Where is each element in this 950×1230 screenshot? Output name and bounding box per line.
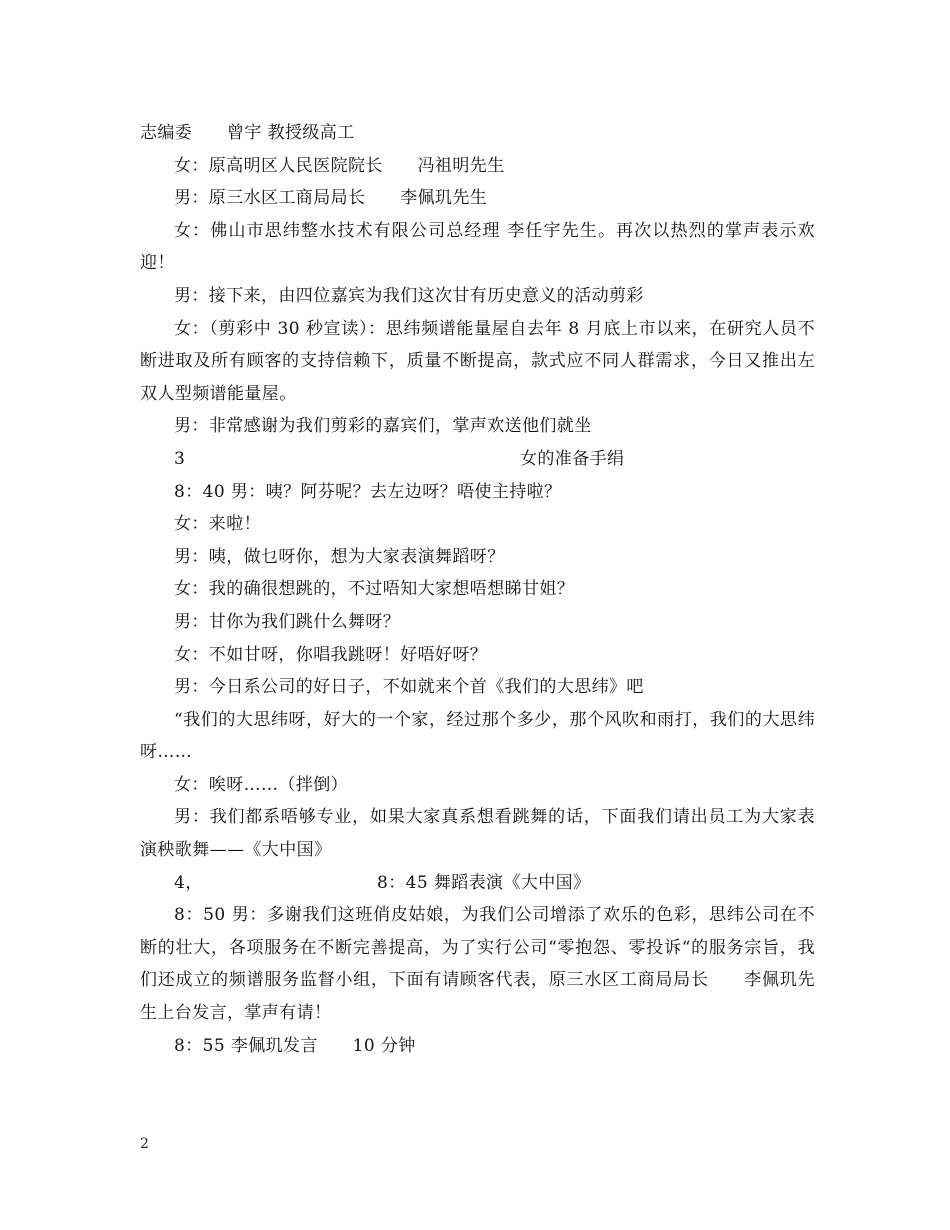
paragraph-ribbon-cutting: 男：接下来，由四位嘉宾为我们这次甘有历史意义的活动剪彩 bbox=[174, 285, 644, 306]
paragraph-dance-intro: 男：我们都系唔够专业，如果大家真系想看跳舞的话，下面我们请出员工为大家表演秧歌舞——《大中国》 bbox=[140, 807, 815, 861]
paragraph-dialogue-5: 男：甘你为我们跳什么舞呀？ bbox=[174, 611, 401, 632]
paragraph-guest-feng: 女：原高明区人民医院院长 冯祖明先生 bbox=[174, 155, 505, 176]
cue-number: 4， bbox=[174, 872, 203, 893]
paragraph-dialogue-6: 女：不如甘呀，你唱我跳呀！好唔好呀？ bbox=[174, 644, 488, 665]
page-number: 2 bbox=[140, 1136, 149, 1152]
paragraph-dialogue-1: 8：40 男：咦？阿芬呢？去左边呀？唔使主持啦？ bbox=[174, 481, 562, 502]
cue-note: 8：45 舞蹈表演《大中国》 bbox=[377, 872, 591, 893]
paragraph-speech-time: 8：55 李佩玑发言 10 分钟 bbox=[174, 1035, 416, 1056]
paragraph-guest-li-renyu: 女：佛山市思纬整水技术有限公司总经理 李任宇先生。再次以热烈的掌声表示欢迎！ bbox=[140, 220, 815, 274]
paragraph-dialogue-7: 男：今日系公司的好日子，不如就来个首《我们的大思纬》吧 bbox=[174, 677, 644, 698]
paragraph-dialogue-3: 男：咦，做乜呀你，想为大家表演舞蹈呀？ bbox=[174, 546, 505, 567]
document-body bbox=[140, 117, 815, 1062]
cue-line-4 bbox=[140, 867, 815, 900]
paragraph-guest-li-peiji: 男：原三水区工商局局长 李佩玑先生 bbox=[174, 188, 488, 209]
paragraph-dialogue-8: 女：唉呀……（拌倒） bbox=[174, 774, 348, 795]
cue-number: 3 bbox=[174, 448, 186, 469]
paragraph-thanks-guests: 男：非常感谢为我们剪彩的嘉宾们，掌声欢送他们就坐 bbox=[174, 416, 592, 437]
paragraph-song-lyrics: “我们的大思纬呀，好大的一个家，经过那个多少，那个风吹和雨打，我们的大思纬呀…… bbox=[140, 709, 815, 763]
cue-note: 女的准备手绢 bbox=[520, 448, 625, 469]
paragraph-dialogue-4: 女：我的确很想跳的，不过唔知大家想唔想睇甘姐？ bbox=[174, 579, 575, 600]
paragraph-ribbon-reading: 女：（剪彩中 30 秒宣读）：思纬频谱能量屋自去年 8 月底上市以来，在研究人员不断进取及所有顾客的支持信赖下，质量不断提高，款式应不同人群需求，今日又推出左双人型频谱能量屋。 bbox=[140, 318, 815, 404]
paragraph-dialogue-2: 女：来啦！ bbox=[174, 514, 261, 535]
paragraph-service-speech-intro: 8：50 男：多谢我们这班俏皮姑娘，为我们公司增添了欢乐的色彩，思纬公司在不断的壮大，各项服务在不断完善提高，为了实行公司“零抱怨、零投诉“的服务宗旨，我们还成立的频谱服务监督小组，下面有请顾客代表，原三水区工商局局长 李佩玑先生上台发言，掌声有请！ bbox=[140, 905, 815, 1024]
paragraph-editorial-committee: 志编委 曾宇 教授级高工 bbox=[140, 123, 355, 143]
cue-line-3 bbox=[140, 443, 815, 476]
